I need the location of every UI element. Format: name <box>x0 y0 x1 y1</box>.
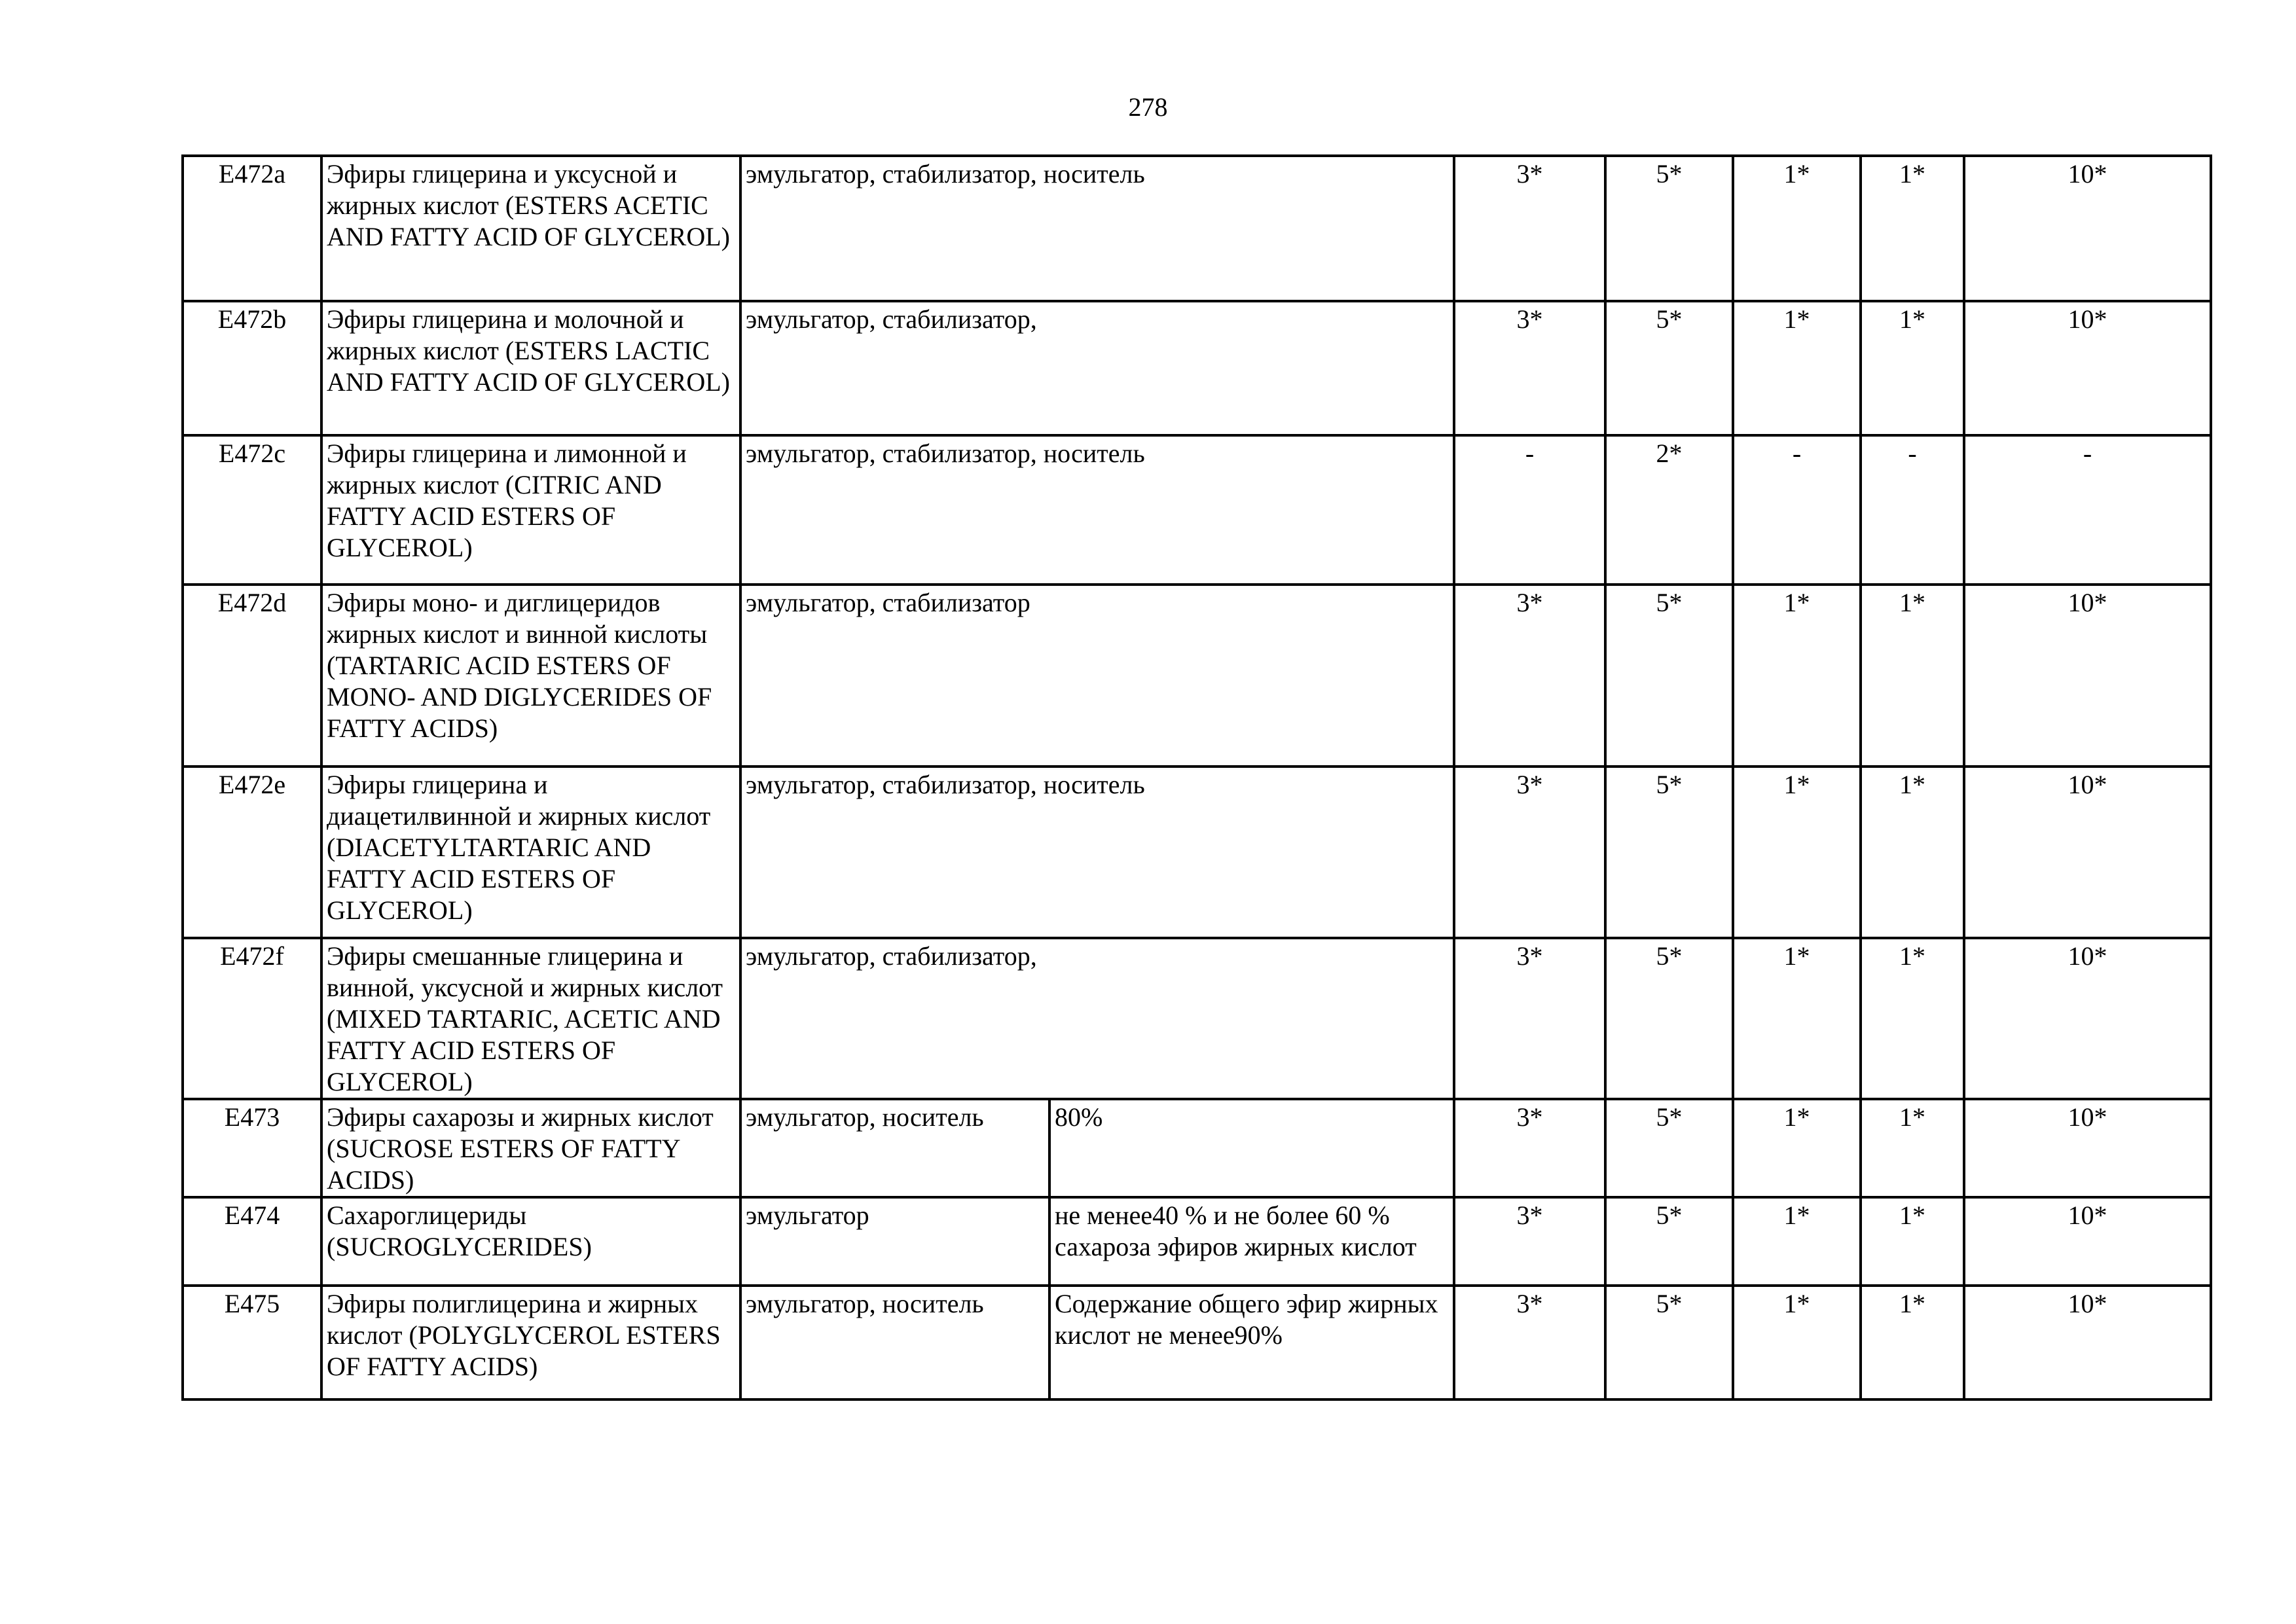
additive-code: E472f <box>183 938 321 1099</box>
table-row <box>183 301 2211 435</box>
table-row <box>183 767 2211 938</box>
additive-code: E472b <box>183 301 321 435</box>
additive-name: Эфиры сахарозы и жирных кислот (SUCROSE ESTERS OF FATTY ACIDS) <box>321 1099 740 1197</box>
value-col-2: 5* <box>1605 301 1733 435</box>
table-row <box>183 1099 2211 1197</box>
value-col-3: 1* <box>1733 1197 1861 1286</box>
value-col-4: 1* <box>1861 585 1964 767</box>
value-col-2: 5* <box>1605 1286 1733 1399</box>
value-col-4: 1* <box>1861 767 1964 938</box>
value-col-5: 10* <box>1964 1099 2211 1197</box>
value-col-5: 10* <box>1964 156 2211 301</box>
additive-name: Эфиры глицерина и лимонной и жирных кислот (CITRIC AND FATTY ACID ESTERS OF GLYCEROL) <box>321 435 740 585</box>
value-col-3: 1* <box>1733 1286 1861 1399</box>
value-col-2: 2* <box>1605 435 1733 585</box>
value-col-4: 1* <box>1861 1286 1964 1399</box>
value-col-3: 1* <box>1733 301 1861 435</box>
additive-name: Эфиры полиглицерина и жирных кислот (POLYGLYCEROL ESTERS OF FATTY ACIDS) <box>321 1286 740 1399</box>
value-col-3: 1* <box>1733 938 1861 1099</box>
value-col-4: 1* <box>1861 156 1964 301</box>
value-col-5: 10* <box>1964 938 2211 1099</box>
value-col-4: 1* <box>1861 1099 1964 1197</box>
table-row <box>183 938 2211 1099</box>
additive-specification: не менее40 % и не более 60 % сахароза эфиров жирных кислот <box>1049 1197 1454 1286</box>
additive-function: эмульгатор, носитель <box>740 1099 1049 1197</box>
value-col-3: 1* <box>1733 767 1861 938</box>
value-col-4: 1* <box>1861 938 1964 1099</box>
value-col-1: 3* <box>1454 585 1605 767</box>
value-col-2: 5* <box>1605 585 1733 767</box>
value-col-4: 1* <box>1861 1197 1964 1286</box>
table-row <box>183 156 2211 301</box>
value-col-4: - <box>1861 435 1964 585</box>
value-col-4: 1* <box>1861 301 1964 435</box>
table-row <box>183 585 2211 767</box>
value-col-1: 3* <box>1454 301 1605 435</box>
value-col-2: 5* <box>1605 156 1733 301</box>
additive-name: Эфиры смешанные глицерина и винной, уксусной и жирных кислот (MIXED TARTARIC, ACETIC AND FATTY ACID ESTERS OF GLYCEROL) <box>321 938 740 1099</box>
additive-function: эмульгатор, стабилизатор, носитель <box>740 156 1454 301</box>
additive-function: эмульгатор, стабилизатор <box>740 585 1454 767</box>
additive-code: E472c <box>183 435 321 585</box>
additive-code: E475 <box>183 1286 321 1399</box>
additive-function: эмульгатор <box>740 1197 1049 1286</box>
additive-function: эмульгатор, стабилизатор, <box>740 301 1454 435</box>
value-col-1: 3* <box>1454 938 1605 1099</box>
value-col-2: 5* <box>1605 938 1733 1099</box>
value-col-1: 3* <box>1454 767 1605 938</box>
value-col-1: - <box>1454 435 1605 585</box>
value-col-2: 5* <box>1605 1197 1733 1286</box>
additive-function: эмульгатор, стабилизатор, носитель <box>740 435 1454 585</box>
additive-code: E472a <box>183 156 321 301</box>
additive-code: E472d <box>183 585 321 767</box>
value-col-2: 5* <box>1605 767 1733 938</box>
table-row <box>183 435 2211 585</box>
additive-name: Эфиры глицерина и молочной и жирных кислот (ESTERS LACTIC AND FATTY ACID OF GLYCEROL) <box>321 301 740 435</box>
additive-name: Эфиры глицерина и уксусной и жирных кислот (ESTERS ACETIC AND FATTY ACID OF GLYCEROL) <box>321 156 740 301</box>
additive-specification: Содержание общего эфир жирных кислот не менее90% <box>1049 1286 1454 1399</box>
additive-code: E472e <box>183 767 321 938</box>
value-col-5: 10* <box>1964 301 2211 435</box>
additive-code: E474 <box>183 1197 321 1286</box>
additive-code: E473 <box>183 1099 321 1197</box>
value-col-3: 1* <box>1733 156 1861 301</box>
additive-specification: 80% <box>1049 1099 1454 1197</box>
additive-name: Эфиры глицерина и диацетилвинной и жирных кислот (DIACETYLTARTARIC AND FATTY ACID ESTERS OF GLYCEROL) <box>321 767 740 938</box>
table-row <box>183 1197 2211 1286</box>
value-col-1: 3* <box>1454 1099 1605 1197</box>
value-col-3: - <box>1733 435 1861 585</box>
value-col-3: 1* <box>1733 1099 1861 1197</box>
page-number: 278 <box>1128 92 1168 122</box>
value-col-2: 5* <box>1605 1099 1733 1197</box>
value-col-5: 10* <box>1964 1197 2211 1286</box>
additive-function: эмульгатор, стабилизатор, носитель <box>740 767 1454 938</box>
value-col-1: 3* <box>1454 1286 1605 1399</box>
value-col-1: 3* <box>1454 1197 1605 1286</box>
value-col-3: 1* <box>1733 585 1861 767</box>
value-col-5: 10* <box>1964 767 2211 938</box>
value-col-5: - <box>1964 435 2211 585</box>
additive-function: эмульгатор, стабилизатор, <box>740 938 1454 1099</box>
additive-name: Сахароглицериды (SUCROGLYCERIDES) <box>321 1197 740 1286</box>
additive-name: Эфиры моно- и диглицеридов жирных кислот и винной кислоты (TARTARIC ACID ESTERS OF MONO- AND DIGLYCERIDES OF FATTY ACIDS) <box>321 585 740 767</box>
value-col-1: 3* <box>1454 156 1605 301</box>
food-additives-table <box>181 154 2212 1401</box>
table-row <box>183 1286 2211 1399</box>
value-col-5: 10* <box>1964 585 2211 767</box>
additive-function: эмульгатор, носитель <box>740 1286 1049 1399</box>
value-col-5: 10* <box>1964 1286 2211 1399</box>
